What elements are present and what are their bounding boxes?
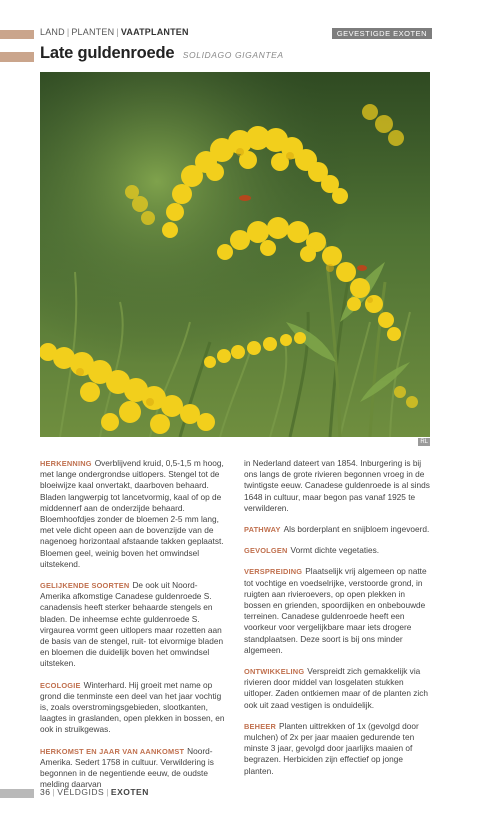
section-text: Noord-Amerika. Sedert 1758 in cultuur. Verwildering is begonnen in de negentiende eeuw, de oudste melding daarvan <box>40 745 214 790</box>
paragraph-herkenning <box>40 458 226 570</box>
text-column-left <box>40 458 226 800</box>
section-label: ONTWIKKELING <box>244 667 305 677</box>
section-text: Plaatselijk vrij algemeen op natte tot vochtige en voedselrijke, verstoorde grond, in ruigten aan rivieroevers, op open plekken in bossen en grienden, spoordijken en onbebouwde terreinen. Canadese guldenroede heeft een voorkeur voor vergelijkbare maar iets drogere standplaatsen. Deze soort is bij ons minder algemeen. <box>244 566 427 655</box>
species-photo <box>40 72 430 437</box>
section-text: in Nederland dateert van 1854. Inburgering is bij ons langs de grote rivieren begonnen vroeg in de twintigste eeuw. Canadese guldenroede is al sinds 1648 in cultuur, maar begon pas vanaf 1925 te verwilderen. <box>244 458 430 513</box>
section-text: Vormt dichte vegetaties. <box>290 545 380 556</box>
breadcrumb: LAND | PLANTEN | VAATPLANTEN <box>40 27 189 37</box>
section-text: Verspreidt zich gemakkelijk via rivieren door middel van losgelaten stukken uitloper. Zaden ontkiemen maar of de planten zich ook uit zaad vestigen is onduidelijk. <box>244 666 429 710</box>
title-row <box>40 44 284 63</box>
section-text: Als borderplant en snijbloem ingevoerd. <box>283 524 430 535</box>
footer-accent-bar <box>0 789 34 798</box>
paragraph-gevolgen <box>244 545 430 556</box>
paragraph-ontwikkeling <box>244 666 430 711</box>
paragraph-pathway <box>244 524 430 535</box>
section-label: HERKOMST EN JAAR VAN AANKOMST <box>40 746 185 756</box>
section-label: GEVOLGEN <box>244 546 288 556</box>
section-text: Winterhard. Hij groeit met name op grond die tenminste een deel van het jaar vochtig is, zoals overstromingsgebieden, slootkanten, laagtes in graslanden, open plekken in bossen, en ook in struikgewas. <box>40 679 225 735</box>
page-number: 36 <box>40 787 51 797</box>
section-text: Overblijvend kruid, 0,5-1,5 m hoog, met lange ondergrondse uitlopers. Stengel tot de bloeiwijze kaal onvertakt, daarboven behaard. Bladen langwerpig tot lancetvormig, kaal of op de middennerf aan de onderzijde behaard. Bloemhoofdjes zonder de bloemen 2-5 mm lang, met vele dicht opeen aan de bovenzijde van de nagenoeg horizontaal afstaande takken geplaatst. Bloemen geel, weinig boven het omwindsel uitstekend. <box>40 458 224 569</box>
category-badge: GEVESTIGDE EXOTEN <box>332 28 432 39</box>
breadcrumb-item[interactable]: LAND <box>40 27 65 37</box>
paragraph-ecologie <box>40 680 226 736</box>
footer-section-name: EXOTEN <box>110 787 149 797</box>
section-text: De ook uit Noord-Amerika afkomstige Canadese guldenroede S. canadensis heeft sterker behaarde stengels en bladen. De inheemse echte guldenroede S. virgaurea vormt geen uitlopers maar rozetten aan de basis van de stengel, ruit- tot eivormige bladen en bloemen die duidelijk boven het omwindsel uitsteken. <box>40 580 224 669</box>
header-accent-bar <box>0 30 34 39</box>
paragraph-beheer <box>244 721 430 777</box>
section-label: BEHEER <box>244 721 277 731</box>
section-text: Planten uittrekken of 1x (gevolgd door mulchen) of 2x per jaar maaien gedurende ten minste 3 jaar, gevolgd door jaarlijks maaien of begrazen. Herbiciden zijn effectief op jonge planten. <box>244 720 419 776</box>
goldenrod-illustration <box>40 72 430 437</box>
section-label: VERSPREIDING <box>244 567 303 577</box>
paragraph-herkomst <box>40 746 226 791</box>
section-label: PATHWAY <box>244 525 281 535</box>
text-column-right <box>244 458 430 787</box>
paragraph-verspreiding <box>244 566 430 656</box>
title-accent-bar <box>0 52 34 62</box>
page-title: Late guldenroede <box>40 44 175 62</box>
photo-credit: RL <box>420 439 428 445</box>
latin-name: SOLIDAGO GIGANTEA <box>182 50 284 60</box>
section-label: GELIJKENDE SOORTEN <box>40 581 130 591</box>
section-label: HERKENNING <box>40 459 92 468</box>
breadcrumb-item[interactable]: VAATPLANTEN <box>120 27 189 37</box>
footer-guide-name: VELDGIDS <box>57 787 105 797</box>
section-label: ECOLOGIE <box>40 680 81 690</box>
paragraph-herkomst-continued <box>244 458 430 514</box>
paragraph-gelijkende-soorten <box>40 580 226 670</box>
breadcrumb-item[interactable]: PLANTEN <box>71 27 115 37</box>
page-footer: 36 | VELDGIDS | EXOTEN <box>40 787 149 797</box>
